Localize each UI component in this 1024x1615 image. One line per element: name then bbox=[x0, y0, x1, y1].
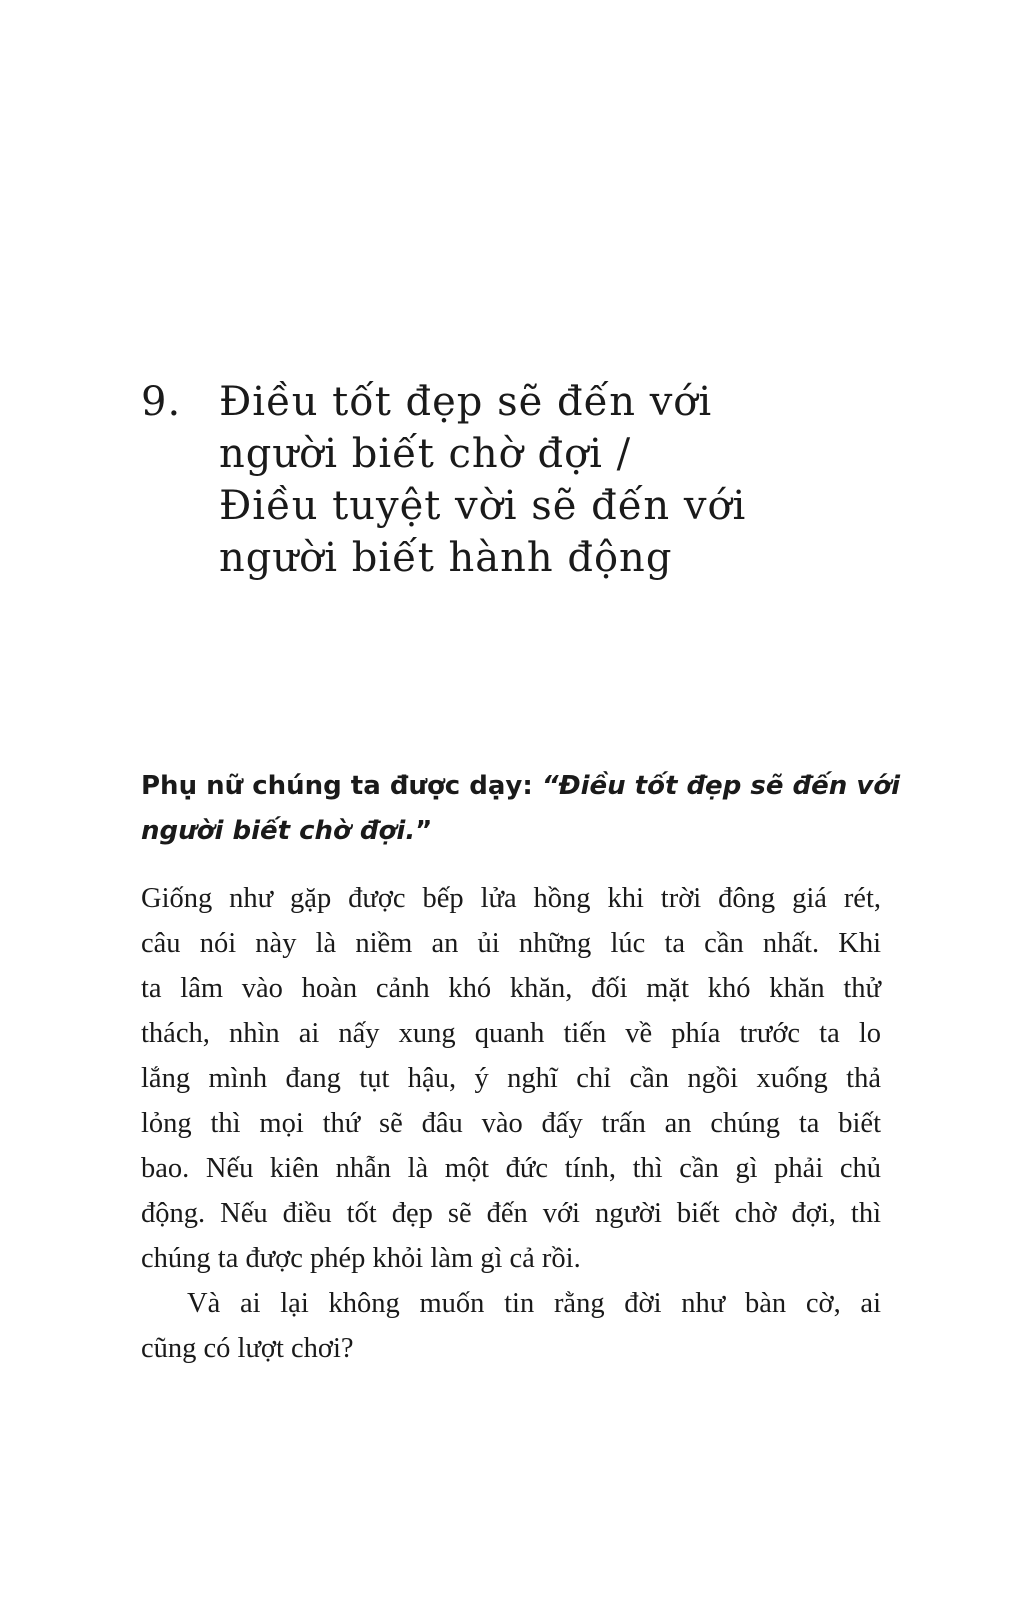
chapter-number: 9. bbox=[141, 379, 182, 425]
lead-italic-text: “Điều tốt đẹp sẽ đến với bbox=[541, 771, 901, 801]
body-line: ta lâm vào hoàn cảnh khó khăn, đối mặt khó khăn thử bbox=[141, 973, 881, 1004]
lead-line bbox=[141, 809, 881, 854]
chapter-title-line: người biết chờ đợi / bbox=[219, 431, 632, 477]
chapter-title-line: Điều tốt đẹp sẽ đến với bbox=[219, 379, 713, 425]
lead-italic-text: người biết chờ đợi. bbox=[141, 816, 416, 846]
body-line: chúng ta được phép khỏi làm gì cả rồi. bbox=[141, 1243, 581, 1274]
lead-plain-text: Phụ nữ chúng ta được dạy: bbox=[141, 771, 542, 801]
lead-line bbox=[141, 764, 901, 809]
chapter-title-line: người biết hành động bbox=[219, 535, 673, 581]
paragraph bbox=[141, 1281, 881, 1371]
body-line: Giống như gặp được bếp lửa hồng khi trời đông giá rét, bbox=[141, 883, 881, 914]
lead-closing-quote: ” bbox=[415, 816, 433, 846]
paragraph bbox=[141, 876, 881, 1281]
body-line: lắng mình đang tụt hậu, ý nghĩ chỉ cần ngồi xuống thả bbox=[141, 1063, 881, 1094]
body-line: thách, nhìn ai nấy xung quanh tiến về phía trước ta lo bbox=[141, 1018, 881, 1049]
body-line: Và ai lại không muốn tin rằng đời như bàn cờ, ai bbox=[187, 1288, 881, 1319]
body-line: câu nói này là niềm an ủi những lúc ta cần nhất. Khi bbox=[141, 928, 881, 959]
chapter-title-line: Điều tuyệt vời sẽ đến với bbox=[219, 483, 747, 529]
body-text bbox=[141, 876, 881, 1371]
body-line: động. Nếu điều tốt đẹp sẽ đến với người biết chờ đợi, thì bbox=[141, 1198, 881, 1229]
body-line: cũng có lượt chơi? bbox=[141, 1333, 354, 1364]
lead-quote bbox=[141, 764, 901, 854]
chapter-heading bbox=[141, 376, 901, 584]
body-line: bao. Nếu kiên nhẫn là một đức tính, thì cần gì phải chủ bbox=[141, 1153, 881, 1184]
body-line: lỏng thì mọi thứ sẽ đâu vào đấy trấn an chúng ta biết bbox=[141, 1108, 881, 1139]
chapter-title bbox=[219, 376, 901, 584]
